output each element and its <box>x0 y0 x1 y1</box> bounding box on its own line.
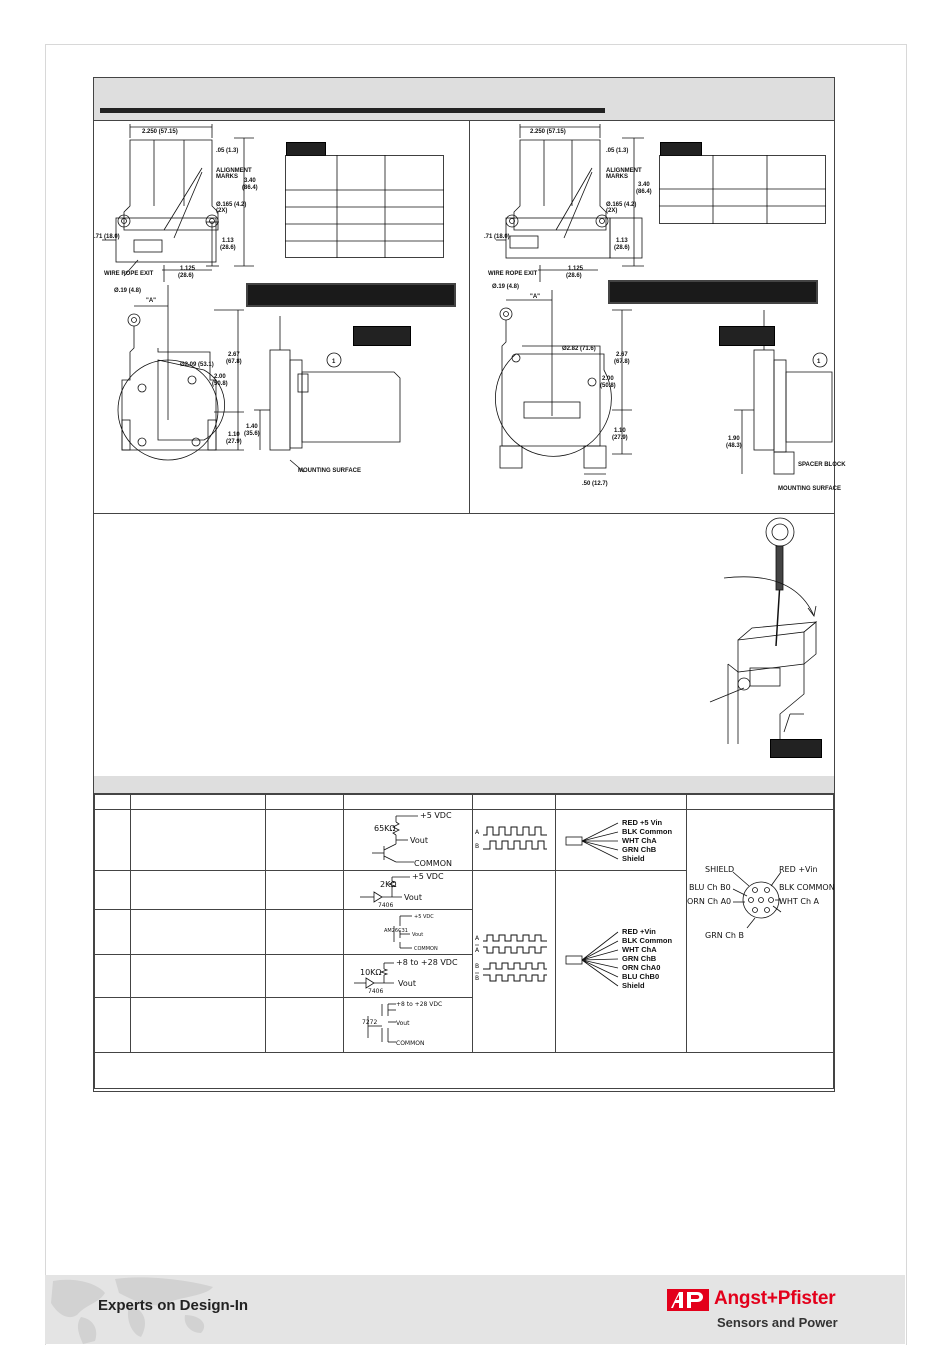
label-box-left <box>353 326 411 346</box>
sch5-part: 7272 <box>362 1019 378 1026</box>
wire-bundle-2 <box>556 922 686 1002</box>
wire2-blu: BLU ChB0 <box>622 971 660 981</box>
dim-width: 2.250 (57.15) <box>530 129 566 135</box>
dim-gap: .05 (1.3) <box>216 148 239 154</box>
schematic-1 <box>344 810 470 868</box>
wire-exit-label: WIRE ROPE EXIT <box>104 271 154 277</box>
dim-hole-qty: (2X) <box>606 208 618 214</box>
table-label-box-left <box>286 142 326 156</box>
callout-1: 1 <box>332 359 336 365</box>
dim-h1-mm: (67.8) <box>226 359 242 365</box>
schematic-4 <box>344 955 470 995</box>
table-left <box>285 155 445 261</box>
dim-h2-mm: (50.8) <box>600 383 616 389</box>
sch5-common: COMMON <box>396 1040 425 1047</box>
drawings-divider <box>469 120 470 513</box>
wave1-a: A <box>475 829 480 836</box>
brand-logo-icon <box>667 1289 709 1311</box>
conn-grn: GRN Ch B <box>704 931 744 940</box>
dim-height: 3.40 <box>638 182 650 188</box>
ref-a: "A" <box>146 298 157 304</box>
output-table-notes <box>95 1053 834 1089</box>
wave2-a-bar: A <box>475 946 480 954</box>
schematic-3 <box>344 910 470 952</box>
sch1-common: COMMON <box>414 859 453 868</box>
wire2-shield: Shield <box>622 980 645 990</box>
callout-1: 1 <box>817 359 821 365</box>
wire2-red: RED +Vin <box>622 926 656 936</box>
dim-h3-mm: (27.9) <box>226 439 242 445</box>
sch1-resistor: 65KΩ <box>374 824 396 833</box>
dim-exit-mm: (28.6) <box>566 273 582 279</box>
figure-label-box <box>770 739 822 758</box>
dim-base-mm: (28.6) <box>220 245 236 251</box>
dark-bar-right <box>608 280 818 304</box>
table-label-box-right <box>660 142 702 156</box>
sch1-supply: +5 VDC <box>420 811 452 820</box>
sch3-vout: Vout <box>412 932 424 938</box>
ref-a: "A" <box>530 294 541 300</box>
dim-base-mm: (28.6) <box>614 245 630 251</box>
conn-red: RED +Vin <box>778 865 818 874</box>
conn-blu: BLU Ch B0 <box>688 883 731 892</box>
datasheet-frame <box>93 77 846 1092</box>
dim-height-mm: (86.4) <box>242 185 258 191</box>
alignment-label: ALIGNMENT <box>606 168 642 174</box>
sch4-supply: +8 to +28 VDC <box>396 958 458 967</box>
sch2-supply: +5 VDC <box>412 872 444 881</box>
dim-h3: 1.10 <box>614 428 626 434</box>
wave1-b: B <box>475 843 480 850</box>
dim-hole: Ø.165 (4.2) <box>606 202 637 208</box>
output-table-header <box>95 795 834 810</box>
wire1-red: RED +5 Vin <box>622 818 663 827</box>
wire2-orn: ORN ChA0 <box>622 962 661 972</box>
dim-h3-mm: (27.9) <box>612 435 628 441</box>
brand-tagline: Sensors and Power <box>717 1315 838 1330</box>
sch3-common: COMMON <box>414 946 438 952</box>
footer-slogan: Experts on Design-In <box>98 1297 249 1314</box>
alignment-label-2: MARKS <box>216 174 238 180</box>
mount-label: MOUNTING SURFACE <box>298 468 361 474</box>
schematic-5 <box>344 998 470 1050</box>
installation-sketch <box>704 514 832 764</box>
wire1-grn: GRN ChB <box>622 845 657 854</box>
dim-exit: 1.125 <box>568 266 584 272</box>
waveform-group-cell <box>473 871 556 1053</box>
dim-exit: 1.125 <box>180 266 196 272</box>
wire-bundle-1 <box>556 811 686 869</box>
sch3-part: AM26C31 <box>384 928 409 934</box>
label-box-right <box>719 326 775 346</box>
alignment-label: ALIGNMENT <box>216 168 252 174</box>
sch2-vout: Vout <box>404 893 423 902</box>
dim-base: 1.13 <box>222 238 234 244</box>
dim-width: 2.250 (57.15) <box>142 129 178 135</box>
dark-bar-left <box>246 283 456 307</box>
dim-side: 1.40 <box>246 424 258 430</box>
dim-h3: 1.10 <box>228 432 240 438</box>
dim-h2: 2.00 <box>602 376 614 382</box>
spacer-label: SPACER BLOCK <box>798 462 846 468</box>
dim-height: 3.40 <box>244 178 256 184</box>
waveform-1 <box>473 819 553 859</box>
wave2-b: B <box>475 962 480 970</box>
alignment-label-2: MARKS <box>606 174 628 180</box>
sch4-ic: 7406 <box>368 988 384 995</box>
output-table <box>94 794 834 1089</box>
wire2-wht: WHT ChA <box>622 944 657 954</box>
dim-base: 1.13 <box>616 238 628 244</box>
dim-side-mm: (35.6) <box>244 431 260 437</box>
wire2-grn: GRN ChB <box>622 953 657 963</box>
wire1-shield: Shield <box>622 854 645 863</box>
drawings-section <box>94 120 846 514</box>
dim-side-mm: (48.3) <box>726 443 742 449</box>
dim-offset: .71 (18.0) <box>484 234 510 240</box>
conn-wht: WHT Ch A <box>778 897 819 906</box>
conn-shield: SHIELD <box>704 865 735 874</box>
schematic-2 <box>344 871 470 907</box>
sch5-vout: Vout <box>396 1020 410 1027</box>
mount-label: MOUNTING SURFACE <box>778 486 841 492</box>
dim-side: 1.90 <box>728 436 740 442</box>
dim-h1-mm: (67.8) <box>614 359 630 365</box>
conn-orn: ORN Ch A0 <box>686 897 732 906</box>
footer <box>45 1275 905 1344</box>
dim-hole-qty: (2X) <box>216 208 228 214</box>
dim-height-mm: (86.4) <box>636 189 652 195</box>
dim-h1: 2.67 <box>616 352 628 358</box>
title-rule <box>100 108 605 113</box>
wire-exit-label: WIRE ROPE EXIT <box>488 271 538 277</box>
installation-section <box>94 514 834 777</box>
dim-h2: 2.00 <box>214 374 226 380</box>
dim-drum: Ø2.09 (53.1) <box>180 362 214 368</box>
dim-drum: Ø2.82 (71.6) <box>562 346 596 352</box>
brand-name: Angst+Pfister <box>714 1288 836 1309</box>
output-table-header-band <box>94 776 834 794</box>
sch2-ic: 7406 <box>378 902 394 909</box>
sch1-vout: Vout <box>410 836 429 845</box>
connector-diagram <box>687 856 833 946</box>
sch2-resistor: 2KΩ <box>380 880 397 889</box>
table-right <box>659 155 827 227</box>
title-band <box>94 78 834 121</box>
wire2-blk: BLK Common <box>622 935 673 945</box>
sch4-vout: Vout <box>398 979 417 988</box>
dim-h1: 2.67 <box>228 352 240 358</box>
dim-hole: Ø.165 (4.2) <box>216 202 247 208</box>
connector-cell <box>686 810 833 1053</box>
wave2-b-bar: B <box>475 974 480 982</box>
sch4-resistor: 10KΩ <box>360 968 382 977</box>
dim-pulley: Ø.19 (4.8) <box>492 284 520 290</box>
wire-group-cell <box>556 871 687 1053</box>
output-row-1 <box>95 810 834 871</box>
dim-exit-mm: (28.6) <box>178 273 194 279</box>
conn-blk: BLK COMMON <box>778 883 835 892</box>
wave2-a: A <box>475 934 480 942</box>
dim-pulley: Ø.19 (4.8) <box>114 288 142 294</box>
dim-h2-mm: (50.8) <box>212 381 228 387</box>
dim-gap: .05 (1.3) <box>606 148 629 154</box>
sch3-supply: +5 VDC <box>414 914 434 920</box>
dim-foot: .50 (12.7) <box>582 481 608 487</box>
sch5-supply: +8 to +28 VDC <box>396 1001 443 1008</box>
wire1-wht: WHT ChA <box>622 836 657 845</box>
waveform-2 <box>473 931 553 991</box>
dim-offset: .71 (18.0) <box>94 234 120 240</box>
wire1-blk: BLK Common <box>622 827 673 836</box>
